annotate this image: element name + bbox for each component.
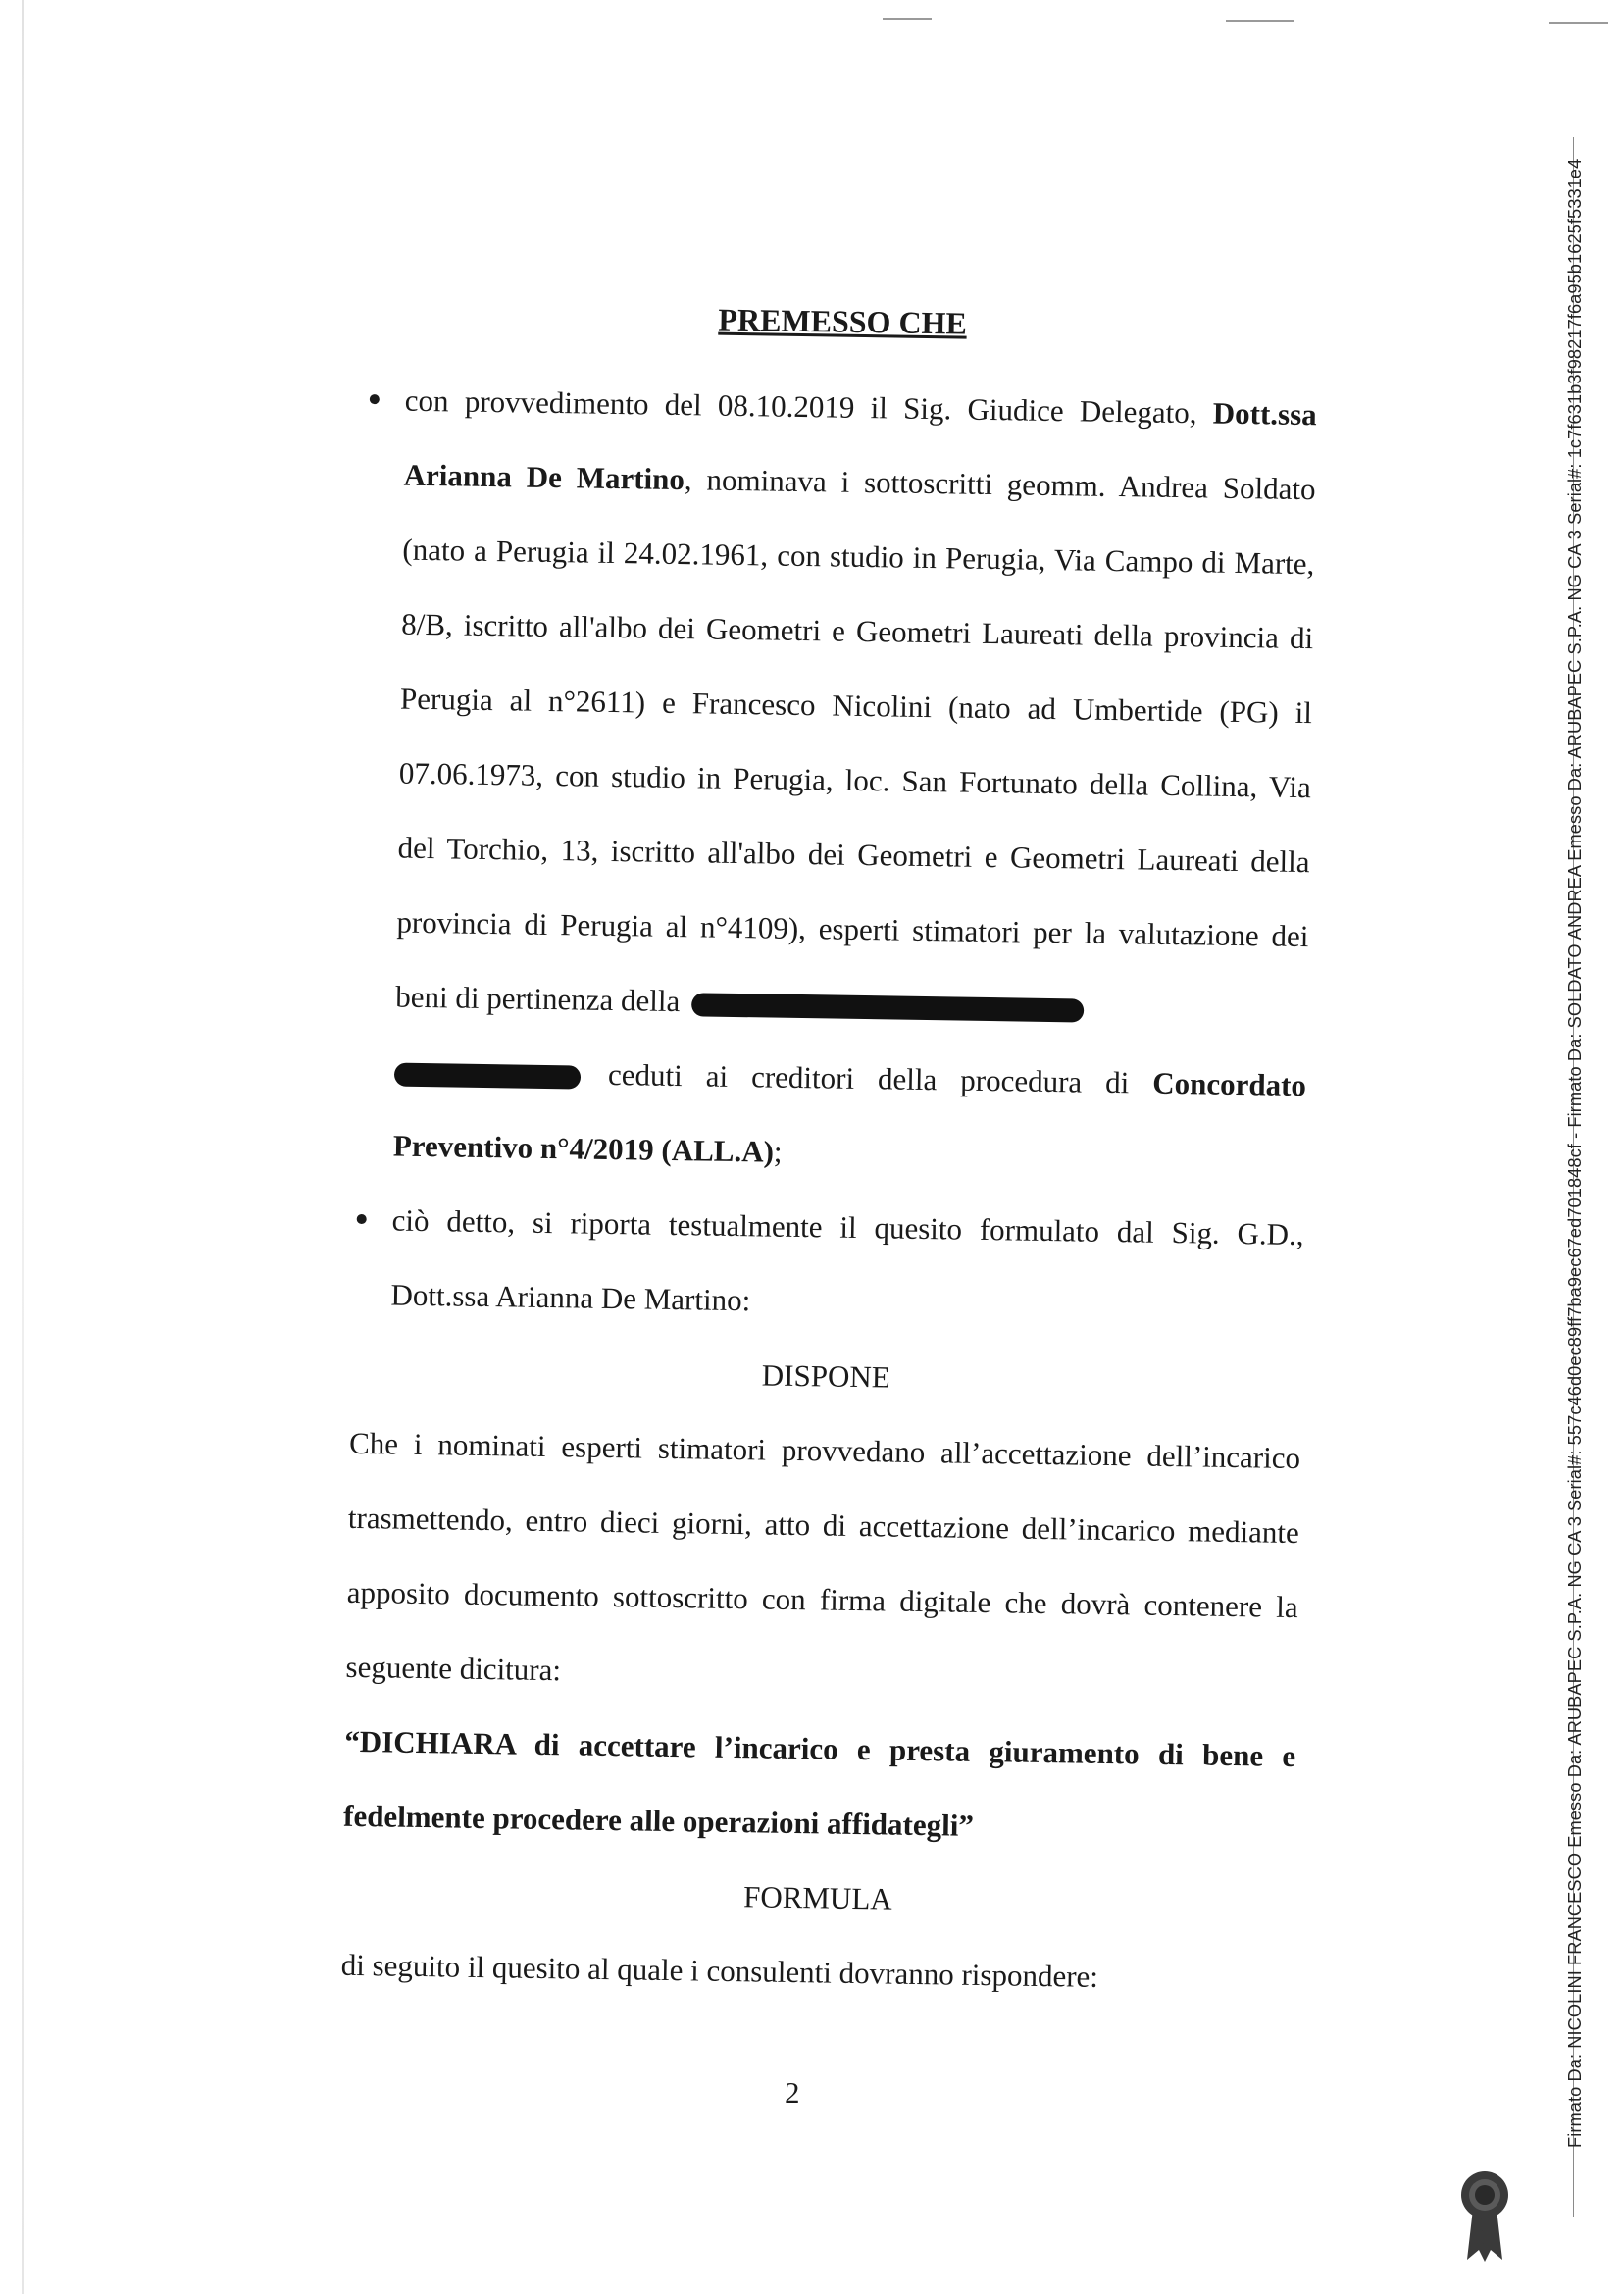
bullet-dot-icon — [357, 1214, 367, 1224]
procedure-name: Concordato Preventivo n°4/2019 (ALL.A) — [392, 1065, 1307, 1169]
scan-mark — [1549, 22, 1608, 24]
premise-text: con provvedimento del 08.10.2019 il Sig. Giudice Delegato, — [404, 382, 1214, 431]
premise-item-2 — [351, 1183, 1304, 1347]
bullet-dot-icon — [370, 394, 380, 404]
digital-signature-band: Firmato Da: NICOLINI FRANCESCO Emesso Da: ARUBAPEC S.P.A. NG CA 3 Serial#: 557c46d0ec89ff7ba9ec67ed701848cf - Firmato Da: SOLDATO ANDREA Emesso Da: ARUBAPEC S.P.A. NG CA 3 Serial#: 1c7f631b3f98217f6a95b1625f5331e4 — [1565, 158, 1585, 2148]
scan-mark — [1226, 20, 1294, 22]
document-body — [340, 265, 1319, 2017]
premise-item-1 — [353, 363, 1317, 1198]
section-heading: PREMESSO CHE — [718, 301, 968, 341]
premise-text: ; — [773, 1134, 783, 1169]
page-number: 2 — [785, 2075, 800, 2110]
premise-text: , nominava i sottoscritti geomm. Andrea Soldato (nato a Perugia il 24.02.1961, con studio in Perugia, Via Campo di Marte, 8/B, iscritto all'albo dei Geometri e Geometri Laureati della provincia di Perugia al n°2611) e Francesco Nicolini (nato ad Umbertide (PG) il 07.06.1973, con studio in Perugia, loc. San Fortunato della Collina, Via del Torchio, 13, iscritto all'albo dei Geometri e Geometri Laureati della provincia di Perugia al n°4109), esperti stimatori per la valutazione dei beni di pertinenza della — [395, 462, 1316, 1019]
rosette-seal-icon — [1459, 2169, 1510, 2264]
formula-text: di seguito il quesito al quale i consulenti dovranno rispondere: — [340, 1947, 1099, 1994]
premise-text: ciò detto, si riporta testualmente il quesito formulato dal Sig. G.D., Dott.ssa Arianna De Martino: — [390, 1202, 1304, 1318]
judge-name: Dott.ssa Arianna De Martino — [403, 395, 1317, 497]
declaration-text: “DICHIARA di accettare l’incarico e presta giuramento di bene e fedelmente procedere alle operazioni affidategli” — [342, 1723, 1296, 1843]
dispone-text: Che i nominati esperti stimatori provvedano all’accettazione dell’incarico trasmettendo, entro dieci giorni, atto di accettazione dell’incarico mediante apposito documento sottoscritto con firma digitale che dovrà contenere la seguente dicitura: — [345, 1425, 1301, 1688]
dispone-label: DISPONE — [761, 1357, 890, 1395]
redaction-bar — [394, 1062, 581, 1089]
redaction-bar — [691, 993, 1084, 1022]
scan-edge-left — [22, 0, 24, 2294]
scan-mark — [883, 18, 932, 20]
formula-label: FORMULA — [742, 1879, 892, 1916]
premise-text: ceduti ai creditori della procedura di — [584, 1056, 1153, 1100]
